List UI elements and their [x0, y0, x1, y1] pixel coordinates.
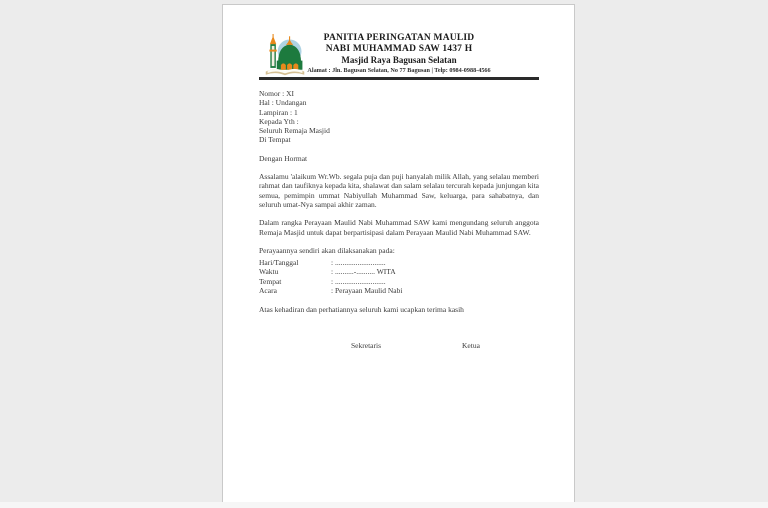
schedule-row-place	[259, 277, 539, 286]
schedule-value: : ...........................	[331, 276, 386, 286]
schedule-label: Acara	[259, 286, 277, 296]
letterhead-org-line2: NABI MUHAMMAD SAW 1437 H	[325, 44, 473, 54]
schedule-value: : Perayaan Maulid Nabi	[331, 286, 403, 296]
schedule-row-event	[259, 286, 539, 295]
letterhead	[259, 33, 539, 80]
document-page	[222, 4, 575, 503]
meta-nomor: Nomor : XI	[259, 89, 294, 98]
schedule-label: Hari/Tanggal	[259, 258, 299, 268]
meta-place: Di Tempat	[259, 135, 291, 145]
meta-hal: Hal : Undangan	[259, 98, 307, 108]
letterhead-org-line3: Masjid Raya Bagusan Selatan	[341, 55, 457, 65]
schedule-intro: Perayaannya sendiri akan dilaksanakan pada:	[259, 245, 395, 255]
horizontal-scrollbar-track[interactable]	[0, 502, 768, 508]
schedule-value: : ...........................	[331, 258, 386, 268]
meta-recipient: Seluruh Remaja Masjid	[259, 126, 330, 136]
schedule-label: Tempat	[259, 276, 282, 286]
signature-ketua: Ketua	[462, 340, 480, 350]
closing-line: Atas kehadiran dan perhatiannya seluruh kami ucapkan terima kasih	[259, 305, 464, 315]
schedule-row-time	[259, 267, 539, 276]
letterhead-org-line1: PANITIA PERINGATAN MAULID	[323, 33, 475, 43]
schedule-list	[259, 258, 539, 295]
schedule-label: Waktu	[259, 267, 279, 277]
salutation: Dengan Hormat	[259, 153, 308, 163]
signature-row	[259, 341, 539, 353]
schedule-value: : ..........-.......... WITA	[331, 267, 396, 277]
schedule-row-date	[259, 258, 539, 267]
mosque-logo-icon	[261, 34, 309, 78]
letter-content	[223, 5, 574, 353]
letter-meta	[259, 89, 539, 145]
signature-sekretaris: Sekretaris	[351, 340, 381, 350]
paragraph-invitation: Dalam rangka Perayaan Maulid Nabi Muhammad SAW kami mengundang seluruh anggota Remaja Masjid untuk dapat berpartisipasi dalam Perayaan Maulid Nabi Muhammad SAW.	[259, 218, 539, 237]
letterhead-address: Alamat : Jln. Bagusan Selatan, No 77 Bagusan | Telp: 0984-0988-4566	[307, 67, 491, 74]
paragraph-opening: Assalamu 'alaikum Wr.Wb. segala puja dan puji hanyalah milik Allah, yang selalau memberi rahmat dan taufiknya kepada kita, shalawat dan salam selalau tercurah kepada junjungan kita semua, pemimpin ummat Nabiyullah Muhammad Saw, keluarga, para sahabatnya, dan seluruh umat-Nya sampai akhir zaman.	[259, 172, 539, 209]
meta-lampiran: Lampiran : 1	[259, 107, 298, 117]
meta-kepada: Kepada Yth :	[259, 116, 299, 126]
